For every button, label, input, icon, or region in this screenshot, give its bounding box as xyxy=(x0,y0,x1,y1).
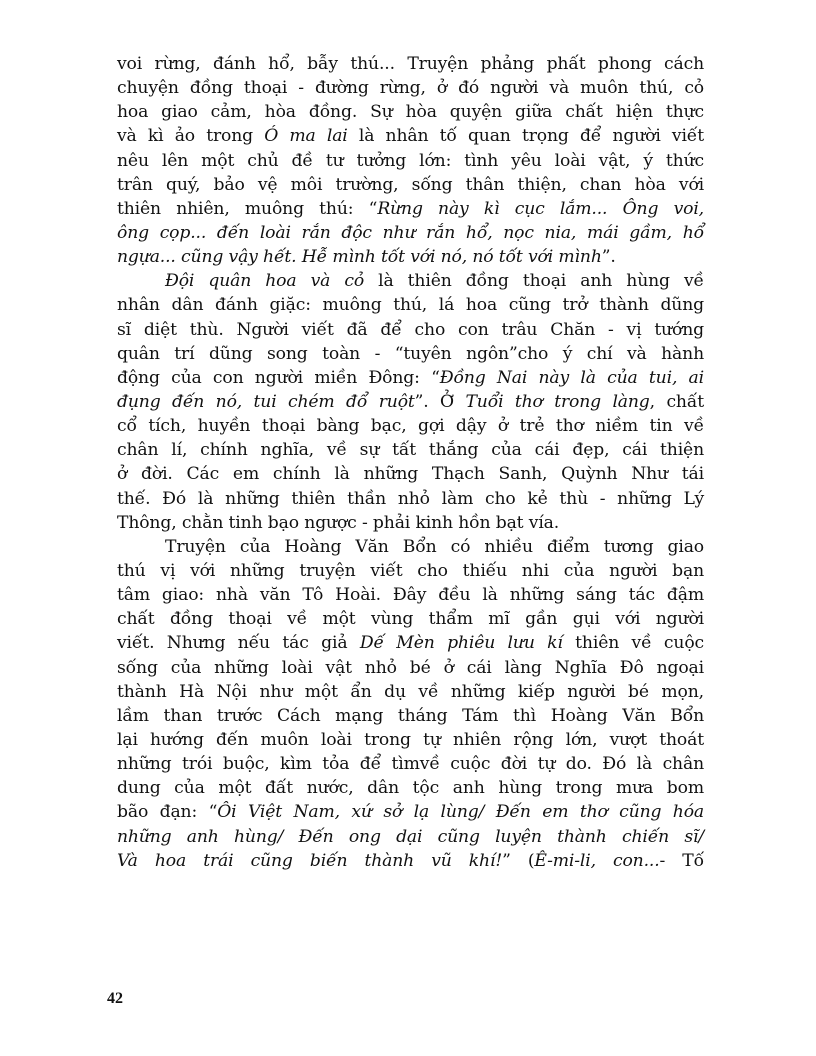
text-segment: thế. Đó là những thiên thần nhỏ làm cho kẻ thù - những Lý xyxy=(117,488,704,509)
body-text xyxy=(117,52,704,873)
text-segment: voi rừng, đánh hổ, bẫy thú... Truyện phảng phất phong cách xyxy=(117,54,704,74)
text-line xyxy=(117,559,704,583)
paragraph xyxy=(117,52,704,269)
text-line xyxy=(117,100,704,124)
text-segment: là thiên đồng thoại anh hùng về xyxy=(364,271,704,292)
italic-segment: Ôi Việt Nam, xứ sở lạ lùng/ Đến em thơ cũng hóa xyxy=(217,802,705,823)
text-line xyxy=(117,438,704,462)
text-line xyxy=(117,849,704,873)
text-segment: ở đời. Các em chính là những Thạch Sanh, Quỳnh Như tái xyxy=(117,464,704,485)
italic-segment: Ê-mi-li, con... xyxy=(534,850,660,871)
text-line xyxy=(117,535,704,559)
text-line xyxy=(117,245,704,269)
text-line xyxy=(117,704,704,728)
text-line xyxy=(117,631,704,655)
text-line xyxy=(117,390,704,414)
text-segment: là nhân tố quan trọng để người viết xyxy=(347,126,704,147)
text-segment: chuyện đồng thoại - đường rừng, ở đó người và muôn thú, cỏ xyxy=(117,78,704,99)
text-line xyxy=(117,318,704,342)
text-segment: trân quý, bảo vệ môi trường, sống thân thiện, chan hòa với xyxy=(117,174,704,195)
italic-segment: Và hoa trái cũng biến thành vũ khí! xyxy=(117,850,503,871)
text-line xyxy=(117,269,704,293)
paragraph xyxy=(117,269,704,535)
text-segment: ”. xyxy=(601,247,616,268)
text-segment: thiên về cuộc xyxy=(562,633,705,654)
text-segment: dung của một đất nước, dân tộc anh hùng trong mưa bom xyxy=(117,778,704,799)
text-segment: - Tố xyxy=(659,850,704,871)
italic-segment: ông cọp... đến loài rắn độc như rắn hổ, nọc nia, mái gầm, hổ xyxy=(117,222,704,243)
text-line xyxy=(117,680,704,704)
text-line xyxy=(117,800,704,824)
text-segment: và kì ảo trong xyxy=(117,126,265,147)
text-segment: lầm than trước Cách mạng tháng Tám thì Hoàng Văn Bổn xyxy=(117,705,704,726)
text-segment: tâm giao: nhà văn Tô Hoài. Đây đều là những sáng tác đậm xyxy=(117,585,704,606)
text-line xyxy=(117,656,704,680)
text-line xyxy=(117,728,704,752)
text-segment: những trói buộc, kìm tỏa để tìmvề cuộc đời tự do. Đó là chân xyxy=(117,754,704,775)
text-segment: , chất xyxy=(649,391,704,412)
text-segment: Truyện của Hoàng Văn Bổn có nhiều điểm tương giao xyxy=(165,536,704,557)
text-segment: bão đạn: “ xyxy=(117,802,218,823)
text-line xyxy=(117,366,704,390)
text-line xyxy=(117,149,704,173)
text-line xyxy=(117,52,704,76)
text-line xyxy=(117,173,704,197)
text-segment: hoa giao cảm, hòa đồng. Sự hòa quyện giữa chất hiện thực xyxy=(117,102,704,123)
text-line xyxy=(117,752,704,776)
text-segment: cổ tích, huyền thoại bàng bạc, gợi dậy ở trẻ thơ niềm tin về xyxy=(117,416,704,437)
italic-segment: Đồng Nai này là của tui, ai xyxy=(439,367,704,388)
text-line xyxy=(117,76,704,100)
italic-segment: những anh hùng/ Đến ong dại cũng luyện thành chiến sĩ/ xyxy=(117,826,704,847)
text-segment: ” ( xyxy=(502,850,535,871)
text-line xyxy=(117,583,704,607)
italic-segment: Tuổi thơ trong làng xyxy=(465,391,650,412)
italic-segment: Dế Mèn phiêu lưu kí xyxy=(359,633,563,654)
text-segment: thiên nhiên, muông thú: “ xyxy=(117,198,378,219)
page-number: 42 xyxy=(107,990,123,1007)
italic-segment: Đội quân hoa và cỏ xyxy=(165,271,365,292)
text-segment: ”. Ở xyxy=(414,391,466,412)
italic-segment: ngựa... cũng vậy hết. Hễ mình tốt với nó, nó tốt với mình xyxy=(117,247,602,268)
paragraph xyxy=(117,535,704,873)
italic-segment: Rừng này kì cục lắm... Ông voi, xyxy=(377,198,704,219)
text-segment: lại hướng đến muôn loài trong tự nhiên rộng lớn, vượt thoát xyxy=(117,729,704,750)
text-line xyxy=(117,342,704,366)
text-segment: nêu lên một chủ đề tư tưởng lớn: tình yêu loài vật, ý thức xyxy=(117,150,704,171)
text-line xyxy=(117,607,704,631)
text-line xyxy=(117,825,704,849)
italic-segment: Ó ma lai xyxy=(264,126,348,147)
italic-segment: đụng đến nó, tui chém đổ ruột xyxy=(117,391,415,412)
text-segment: động của con người miền Đông: “ xyxy=(117,367,440,388)
text-segment: sĩ diệt thù. Người viết đã để cho con trâu Chăn - vị tướng xyxy=(117,319,704,340)
text-segment: sống của những loài vật nhỏ bé ở cái làng Nghĩa Đô ngoại xyxy=(117,657,704,678)
text-segment: chân lí, chính nghĩa, về sự tất thắng của cái đẹp, cái thiện xyxy=(117,440,704,461)
text-line xyxy=(117,221,704,245)
text-segment: nhân dân đánh giặc: muông thú, lá hoa cũng trở thành dũng xyxy=(117,295,704,316)
text-line xyxy=(117,197,704,221)
text-segment: thành Hà Nội như một ẩn dụ về những kiếp người bé mọn, xyxy=(117,681,704,702)
text-segment: chất đồng thoại về một vùng thẩm mĩ gần gụi với người xyxy=(117,609,704,630)
text-line xyxy=(117,776,704,800)
text-segment: viết. Nhưng nếu tác giả xyxy=(117,633,360,654)
text-line xyxy=(117,124,704,148)
text-line xyxy=(117,293,704,317)
text-segment: thú vị với những truyện viết cho thiếu nhi của người bạn xyxy=(117,560,704,581)
text-line xyxy=(117,511,704,535)
text-line xyxy=(117,487,704,511)
text-line xyxy=(117,462,704,486)
text-segment: quân trí dũng song toàn - “tuyên ngôn”cho ý chí và hành xyxy=(117,343,704,364)
text-segment: Thông, chằn tinh bạo ngược - phải kinh hồn bạt vía. xyxy=(117,512,560,533)
text-line xyxy=(117,414,704,438)
